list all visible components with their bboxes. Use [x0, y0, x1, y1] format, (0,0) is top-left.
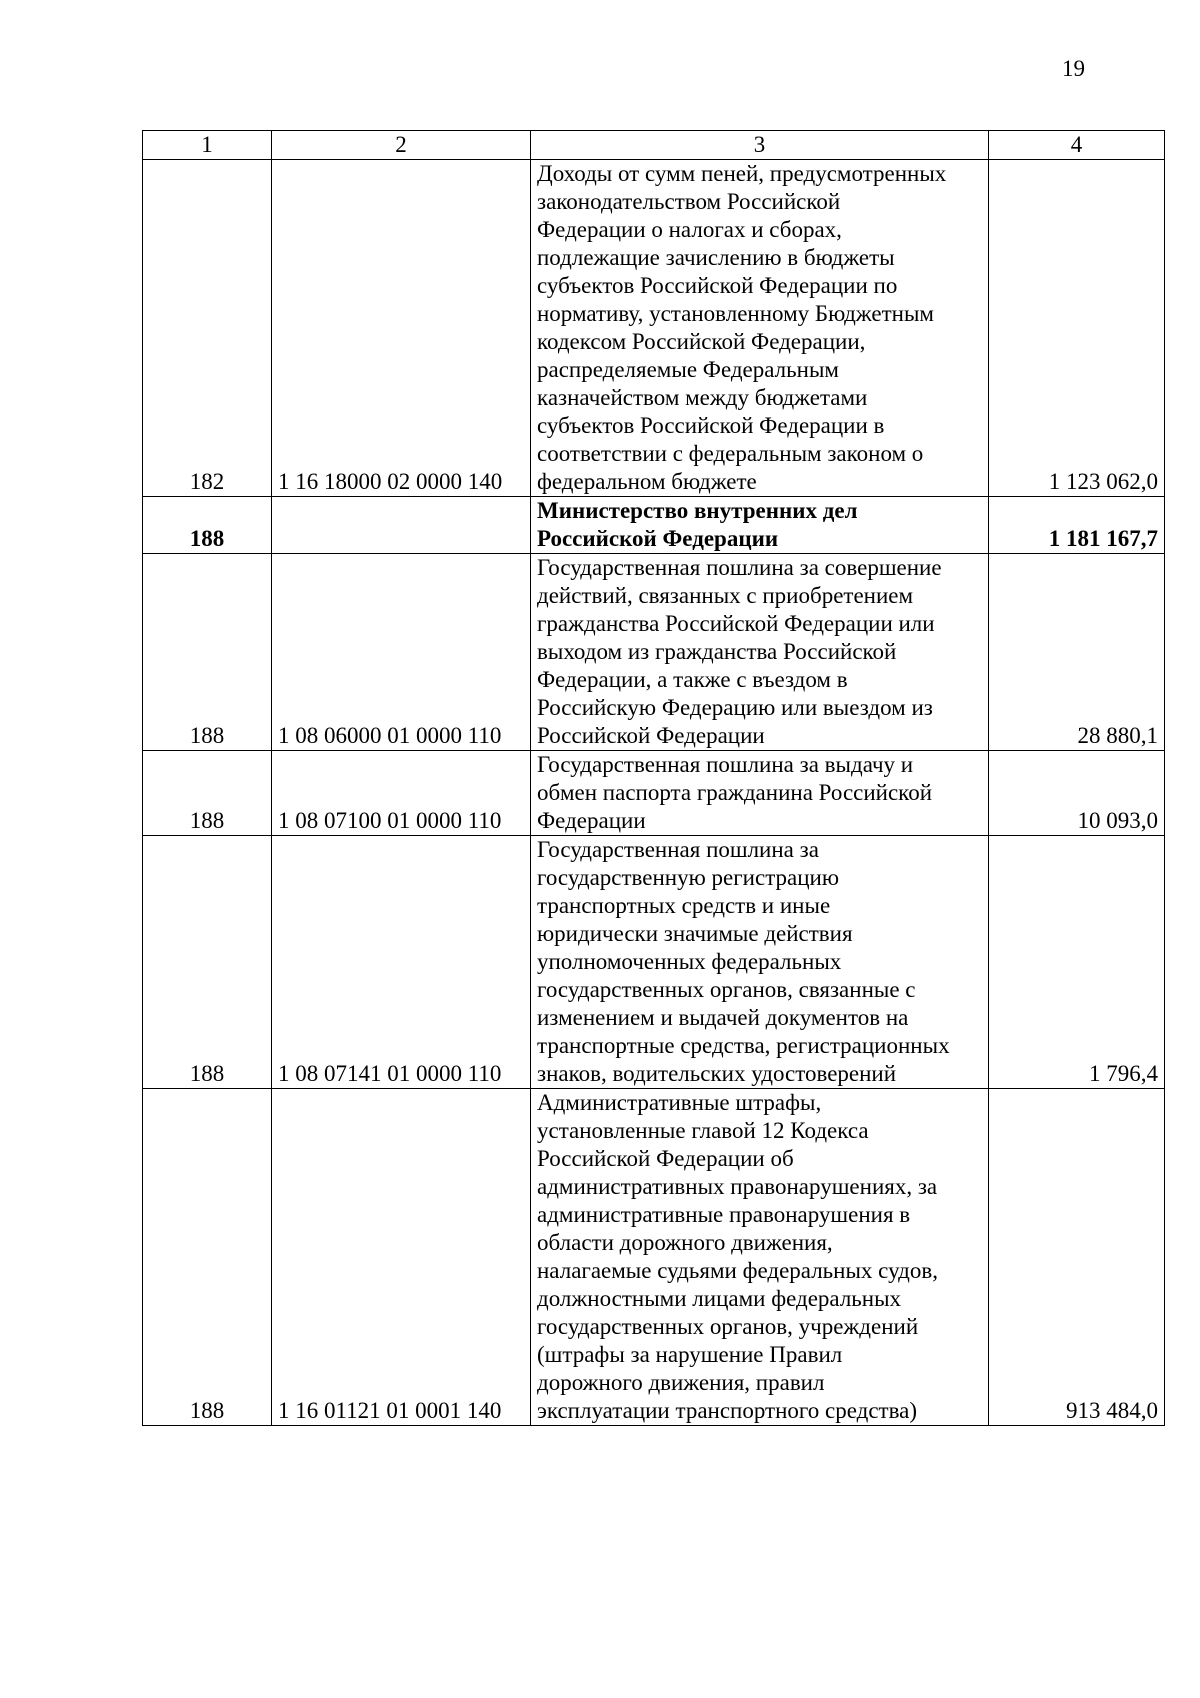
revenue-name-cell: [531, 1089, 989, 1426]
column-header-2: 2: [272, 131, 531, 160]
revenue-code-cell: 1 08 07141 01 0000 110: [272, 836, 531, 1089]
admin-code-cell: 188: [143, 1089, 272, 1426]
amount-cell: 1 181 167,7: [989, 497, 1165, 554]
table-header-row: [143, 131, 1165, 160]
revenue-name-cell: [531, 497, 989, 554]
table-row: [143, 751, 1165, 836]
table-row: [143, 554, 1165, 751]
table-row-ministry: [143, 497, 1165, 554]
revenue-name-text: Доходы от сумм пеней, предусмотренных законодательством Российской Федерации о налогах и сборах, подлежащие зачислению в бюджеты субъектов Российской Федерации по нормативу, установленному Бюджетным кодексом Российской Федерации, распределяемые Федеральным казначейством между бюджетами субъектов Российской Федерации в соответствии с федеральным законом о федеральном бюджете: [537, 161, 947, 494]
amount-cell: 10 093,0: [989, 751, 1165, 836]
page-number: 19: [1062, 56, 1085, 81]
revenue-name-cell: [531, 751, 989, 836]
revenue-name-cell: [531, 836, 989, 1089]
revenue-code-cell: [272, 497, 531, 554]
revenue-name-text: Государственная пошлина за совершение действий, связанных с приобретением гражданства Российской Федерации или выходом из гражданства Российской Федерации, а также с въездом в Российскую Федерацию или выездом из Российской Федерации: [537, 555, 942, 748]
revenue-code-cell: 1 08 06000 01 0000 110: [272, 554, 531, 751]
column-header-1: 1: [143, 131, 272, 160]
admin-code-cell: 182: [143, 160, 272, 497]
table-row: [143, 1089, 1165, 1426]
revenue-code-cell: 1 16 18000 02 0000 140: [272, 160, 531, 497]
revenue-name-text: Министерство внутренних дел Российской Федерации: [537, 498, 858, 551]
amount-cell: 913 484,0: [989, 1089, 1165, 1426]
table-row: [143, 160, 1165, 497]
revenue-name-text: Государственная пошлина за выдачу и обмен паспорта гражданина Российской Федерации: [537, 752, 932, 833]
revenue-name-cell: [531, 554, 989, 751]
admin-code-cell: 188: [143, 751, 272, 836]
amount-cell: 1 796,4: [989, 836, 1165, 1089]
revenue-code-cell: 1 08 07100 01 0000 110: [272, 751, 531, 836]
revenue-name-text: Государственная пошлина за государственную регистрацию транспортных средств и иные юридически значимые действия уполномоченных федеральных государственных органов, связанные с изменением и выдачей документов на транспортные средства, регистрационных знаков, водительских удостоверений: [537, 837, 950, 1086]
revenue-code-cell: 1 16 01121 01 0001 140: [272, 1089, 531, 1426]
revenue-table: [142, 130, 1165, 1426]
admin-code-cell: 188: [143, 497, 272, 554]
revenue-name-text: Административные штрафы, установленные главой 12 Кодекса Российской Федерации об административных правонарушениях, за административные правонарушения в области дорожного движения, налагаемые судьями федеральных судов, должностными лицами федеральных государственных органов, учреждений (штрафы за нарушение Правил дорожного движения, правил эксплуатации транспортного средства): [537, 1090, 938, 1423]
amount-cell: 28 880,1: [989, 554, 1165, 751]
table-row: [143, 836, 1165, 1089]
revenue-name-cell: [531, 160, 989, 497]
column-header-4: 4: [989, 131, 1165, 160]
column-header-3: 3: [531, 131, 989, 160]
admin-code-cell: 188: [143, 554, 272, 751]
amount-cell: 1 123 062,0: [989, 160, 1165, 497]
admin-code-cell: 188: [143, 836, 272, 1089]
